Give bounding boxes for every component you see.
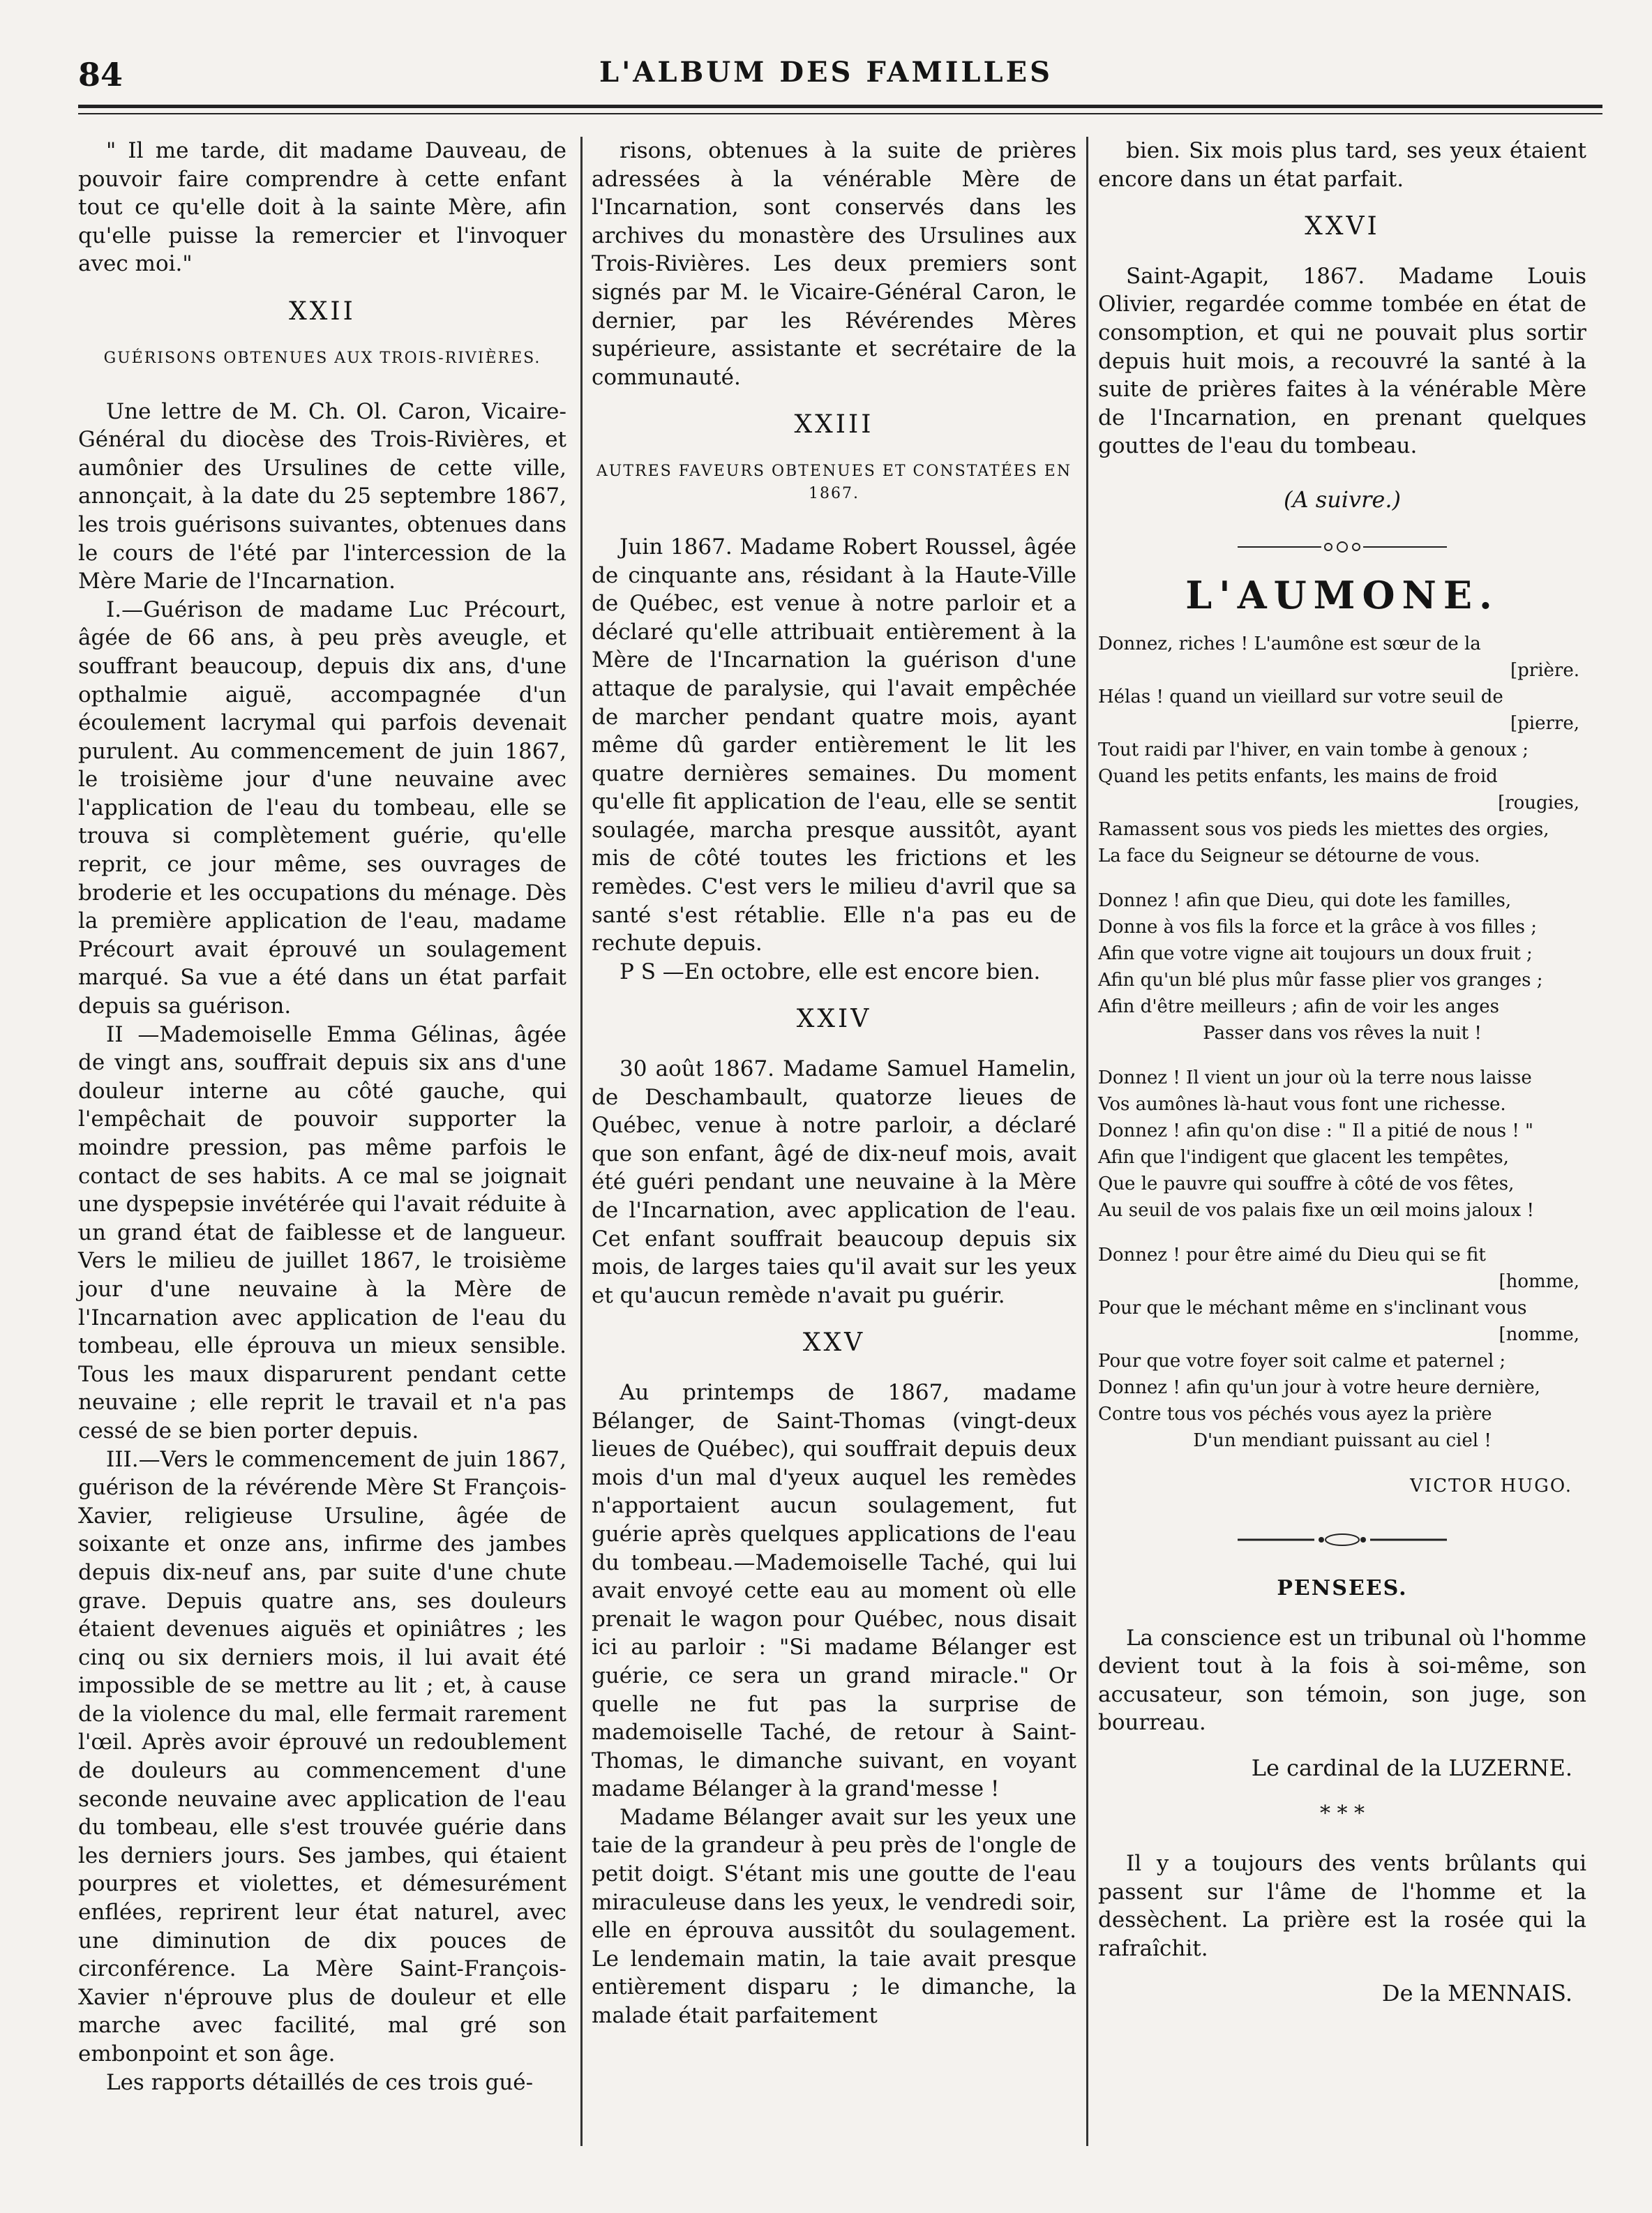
poem-line: Donnez ! pour être aimé du Dieu qui se fit [1098, 1244, 1486, 1266]
paragraph: II —Mademoiselle Emma Gélinas, âgée de vingt ans, souffrait depuis six ans d'une douleur interne au côté gauche, qui l'empêchait de pouvoir supporter la moindre pression, pas même parfois le contact de ses habits. A ce mal se joignait une dyspepsie invétérée qui l'avait réduite à un grand état de faiblesse et de langueur. Vers le milieu de juillet 1867, le troisième jour d'une neuvaine à la Mère de l'Incarnation avec application de l'eau du tombeau, elle éprouva un mieux sensible. Tous les maux disparurent pendant cette neuvaine ; elle reprit le travail et n'a pas cessé de se bien porter depuis. [78, 1021, 566, 1443]
poem-line-cont: [nomme, [1499, 1323, 1579, 1345]
poem-line: Donne à vos fils la force et la grâce à vos filles ; [1098, 916, 1538, 938]
paragraph: risons, obtenues à la suite de prières adressées à la vénérable Mère de l'Incarnation, sont conservés dans les archives du monastère des Ursulines aux Trois-Rivières. Les deux premiers sont signés par M. le Vicaire-Général Caron, le dernier, par les Révérendes Mères supérieure, assistante et secrétaire de la communauté. [592, 138, 1076, 390]
poem-author: VICTOR HUGO. [1410, 1475, 1572, 1496]
poem-line: Pour que le méchant même en s'inclinant vous [1098, 1297, 1527, 1319]
column-separator-1 [580, 137, 583, 2146]
poem-line: Ramassent sous vos pieds les miettes des orgies, [1098, 818, 1549, 840]
pensees-heading: PENSEES. [1277, 1575, 1408, 1600]
asterism: * * * [1319, 1801, 1365, 1826]
poem-line: La face du Seigneur se détourne de vous. [1098, 845, 1480, 867]
poem-stanza-2 [1098, 887, 1586, 1047]
ornament-divider [1098, 535, 1586, 564]
pensee-paragraph: La conscience est un tribunal où l'homme devient tout à la fois à soi-même, son accusateur, son témoin, son juge, son bourreau. [1098, 1625, 1586, 1736]
poem-line: Afin que votre vigne ait toujours un doux fruit ; [1098, 943, 1533, 964]
poem-line: Tout raidi par l'hiver, en vain tombe à genoux ; [1098, 739, 1529, 760]
column-3 [1098, 137, 1586, 2026]
poem-line: Donnez ! afin que Dieu, qui dote les familles, [1098, 890, 1512, 911]
paragraph: Au printemps de 1867, madame Bélanger, de Saint-Thomas (vingt-deux lieues de Québec), qui souffrait depuis deux mois d'un mal d'yeux auquel les remèdes n'apportaient aucun soulagement, fut guérie après quelques applications de l'eau du tombeau.—Mademoiselle Taché, qui lui avait envoyé cette eau au moment où elle prenait le wagon pour Québec, nous disait ici au parloir : "Si madame Bélanger est guérie, ce sera un grand miracle." Or quelle ne fut pas la surprise de mademoiselle Taché, de retour à Saint-Thomas, le dimanche suivant, en voyant madame Bélanger à la grand'messe ! [592, 1379, 1076, 1802]
poem-line: Donnez ! afin qu'un jour à votre heure dernière, [1098, 1376, 1540, 1398]
poem-line: Hélas ! quand un vieillard sur votre seuil de [1098, 686, 1503, 707]
poem-line: Donnez, riches ! L'aumône est sœur de la [1098, 633, 1481, 654]
poem-stanza-3 [1098, 1065, 1586, 1224]
poem-line: Passer dans vos rêves la nuit ! [1203, 1022, 1482, 1044]
poem-line-cont: [homme, [1499, 1270, 1579, 1292]
poem-line-cont: [rougies, [1498, 792, 1579, 813]
poem-line: Donnez ! afin qu'on dise : " Il a pitié de nous ! " [1098, 1120, 1534, 1141]
paragraph: I.—Guérison de madame Luc Précourt, âgée de 66 ans, à peu près aveugle, et souffrant beaucoup, depuis dix ans, d'une opthalmie aiguë, accompagnée d'un écoulement lacrymal qui parfois devenait purulent. Au commencement de juin 1867, le troisième jour d'une neuvaine avec l'application de l'eau du tombeau, elle se trouva si complètement guérie, qu'elle reprit, ce jour même, ses ouvrages de broderie et les occupations du ménage. Dès la première application de l'eau, madame Précourt avait éprouvé un soulagement marqué. Sa vue a été dans un état parfait depuis sa guérison. [78, 597, 566, 1019]
paragraph: P S —En octobre, elle est encore bien. [620, 959, 1041, 984]
paragraph: bien. Six mois plus tard, ses yeux étaient encore dans un état parfait. [1098, 138, 1586, 192]
section-heading-xxii: XXII [289, 297, 356, 326]
section-heading-xxiii: XXIII [794, 410, 874, 440]
poem-line: Au seuil de vos palais fixe un œil moins jaloux ! [1098, 1199, 1534, 1221]
pensee-paragraph: Il y a toujours des vents brûlants qui passent sur l'âme de l'homme et la dessèchent. La prière est la rosée qui la rafraîchit. [1098, 1851, 1586, 1961]
poem-line-cont: [prière. [1510, 659, 1579, 681]
poem-line-cont: [pierre, [1510, 712, 1579, 734]
poem-line: Afin que l'indigent que glacent les tempêtes, [1098, 1146, 1509, 1168]
poem-line: Quand les petits enfants, les mains de froid [1098, 765, 1498, 787]
paragraph: Juin 1867. Madame Robert Roussel, âgée de cinquante ans, résidant à la Haute-Ville de Québec, est venue à notre parloir et a déclaré qu'elle attribuait entièrement à la Mère de l'Incarnation la guérison d'une attaque de paralysie, qui l'avait empêchée de marcher pendant quatre mois, ayant même dû garder entièrement le lit les quatre dernières semaines. Du moment qu'elle fit application de l'eau, elle se sentit soulagée, marcha presque aussitôt, ayant mis de côté toutes les frictions et les remèdes. C'est vers le milieu d'avril que sa santé s'est rétablie. Elle n'a pas eu de rechute depuis. [592, 534, 1076, 957]
poem-stanza-4 [1098, 1242, 1586, 1454]
column-1 [78, 137, 566, 2096]
paragraph: 30 août 1867. Madame Samuel Hamelin, de Deschambault, quatorze lieues de Québec, venue à notre parloir, a déclaré que son enfant, âgé de dix-neuf mois, avait été guéri pendant une neuvaine à la Mère de l'Incarnation, avec application de l'eau. Cet enfant souffrait beaucoup depuis six mois, de larges taies qu'il avait sur les yeux et qu'aucun remède n'avait pu guérir. [592, 1056, 1076, 1308]
poem-line: Vos aumônes là-haut vous font une richesse. [1098, 1093, 1506, 1115]
header-rule-top [78, 105, 1602, 108]
poem-line: Donnez ! Il vient un jour où la terre nous laisse [1098, 1067, 1532, 1088]
section-heading-xxiv: XXIV [796, 1005, 872, 1034]
poem-line: Afin qu'un blé plus mûr fasse plier vos granges ; [1098, 969, 1543, 991]
paragraph: Saint-Agapit, 1867. Madame Louis Olivier, regardée comme tombée en état de consomption, et qui ne pouvait plus sortir depuis huit mois, a recouvré la santé à la suite de prières faites à la vénérable Mère de l'Incarnation, en prenant quelques gouttes de l'eau du tombeau. [1098, 263, 1586, 459]
poem [1098, 631, 1586, 1454]
section-subheading-xxii: GUÉRISONS OBTENUES AUX TROIS-RIVIÈRES. [103, 349, 541, 367]
section-subheading-xxiii: AUTRES FAVEURS OBTENUES ET CONSTATÉES EN 1867. [596, 462, 1072, 502]
continued-note: (A suivre.) [1284, 486, 1401, 513]
pensee-attribution: Le cardinal de la LUZERNE. [1251, 1754, 1572, 1781]
pensee-attribution: De la MENNAIS. [1381, 1980, 1572, 2007]
poem-line: Pour que votre foyer soit calme et paternel ; [1098, 1350, 1506, 1372]
section-heading-xxvi: XXVI [1305, 212, 1380, 241]
paragraph: Madame Bélanger avait sur les yeux une taie de la grandeur à peu près de l'ongle de petit doigt. S'étant mis une goutte de l'eau miraculeuse dans les yeux, le vendredi soir, elle en éprouva aussitôt du soulagement. Le lendemain matin, la taie avait presque entièrement disparu ; le dimanche, la malade était parfaitement [592, 1804, 1076, 2029]
poem-stanza-1 [1098, 631, 1586, 869]
column-separator-2 [1086, 137, 1088, 2146]
page-number: 84 [78, 56, 123, 93]
poem-line: Afin d'être meilleurs ; afin de voir les anges [1098, 996, 1499, 1017]
paragraph: Une lettre de M. Ch. Ol. Caron, Vicaire-Général du diocèse des Trois-Rivières, et aumônier des Ursulines de cette ville, annonçait, à la date du 25 septembre 1867, les trois guérisons suivantes, obtenues dans le cours de l'été par l'intercession de la Mère Marie de l'Incarnation. [78, 398, 566, 594]
intro-paragraph: " Il me tarde, dit madame Dauveau, de pouvoir faire comprendre à cette enfant tout ce qu'elle doit à la sainte Mère, afin qu'elle puisse la remercier et l'invoquer avec moi." [78, 138, 566, 277]
poem-line: Que le pauvre qui souffre à côté de vos fêtes, [1098, 1173, 1515, 1194]
poem-title: L'AUMONE. [1185, 573, 1499, 618]
ornament-divider-icon [1238, 539, 1447, 555]
poem-line: D'un mendiant puissant au ciel ! [1193, 1430, 1492, 1451]
paragraph: III.—Vers le commencement de juin 1867, guérison de la révérende Mère St François-Xavier, religieuse Ursuline, âgée de soixante et onze ans, infirme des jambes depuis dix-neuf ans, par suite d'une chute grave. Depuis quatre ans, ses douleurs étaient devenues aiguës et opiniâtres ; les cinq ou six derniers mois, il lui avait été impossible de se mettre au lit ; et, à cause de la violence du mal, elle fermait rarement l'œil. Après avoir éprouvé un redoublement de douleurs au commencement d'une seconde neuvaine avec application de l'eau du tombeau, elle s'est trouvée guérie dans les derniers jours. Ses jambes, qui étaient pourpres et violettes, et démesurément enflées, reprirent leur état naturel, avec une diminution de dix pouces de circonférence. La Mère Saint-François-Xavier n'éprouve plus de douleur et elle marche avec facilité, mal gré son embonpoint et son âge. [78, 1446, 566, 2066]
ornament-divider-icon [1238, 1531, 1447, 1548]
running-head: L'ALBUM DES FAMILLES [599, 56, 1053, 89]
section-heading-xxv: XXV [802, 1328, 866, 1358]
ornament-divider [1098, 1528, 1586, 1556]
column-2 [592, 137, 1076, 2030]
poem-line: Contre tous vos péchés vous ayez la prière [1098, 1403, 1492, 1425]
header-rule-bottom [78, 113, 1602, 114]
paragraph: Les rapports détaillés de ces trois gué- [106, 2069, 534, 2095]
